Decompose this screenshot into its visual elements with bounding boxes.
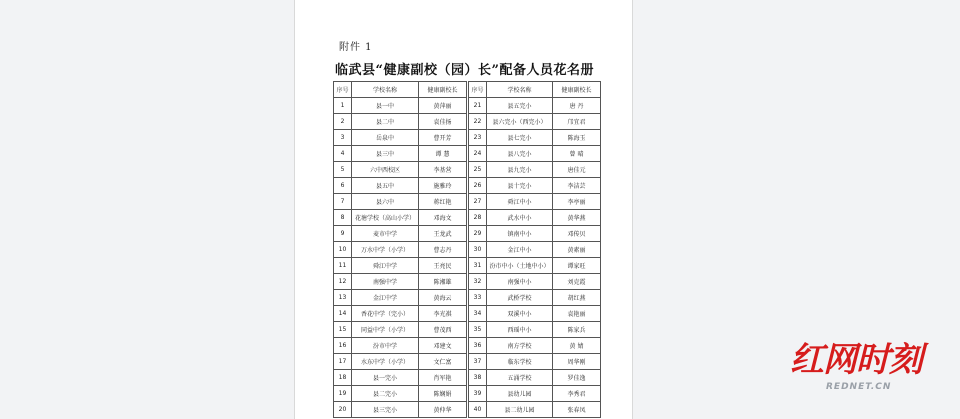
cell-school: 县一中: [352, 98, 419, 114]
cell-school: 六中西校区: [352, 162, 419, 178]
table-row: [469, 402, 601, 418]
header-no: 序号: [334, 82, 352, 98]
table-row: [469, 258, 601, 274]
table-row: [334, 370, 467, 386]
cell-no: 4: [334, 146, 352, 162]
table-row: [334, 242, 467, 258]
cell-school: 县五完小: [487, 98, 553, 114]
cell-name: 王亮民: [419, 258, 467, 274]
rednet-watermark: [790, 340, 940, 410]
cell-no: 15: [334, 322, 352, 338]
cell-school: 香花中学（完小）: [352, 306, 419, 322]
cell-no: 26: [469, 178, 487, 194]
cell-name: 曹开芳: [419, 130, 467, 146]
table-row: [334, 258, 467, 274]
cell-no: 16: [334, 338, 352, 354]
cell-no: 17: [334, 354, 352, 370]
cell-name: 黄萍丽: [419, 98, 467, 114]
cell-no: 29: [469, 226, 487, 242]
cell-no: 25: [469, 162, 487, 178]
cell-no: 35: [469, 322, 487, 338]
cell-school: 武桥学校: [487, 290, 553, 306]
attachment-label: 附件 1: [339, 42, 373, 53]
table-row: [334, 306, 467, 322]
cell-name: 邓海文: [419, 210, 467, 226]
cell-no: 32: [469, 274, 487, 290]
table-row: [334, 386, 467, 402]
table-row: [334, 402, 467, 418]
cell-school: 临东学校: [487, 354, 553, 370]
cell-school: 花塘学校（高山小学）: [352, 210, 419, 226]
table-row: [469, 322, 601, 338]
header-name: 健康副校长: [553, 82, 601, 98]
cell-name: 李秀君: [553, 386, 601, 402]
cell-school: 县九完小: [487, 162, 553, 178]
cell-name: 陈娴娟: [419, 386, 467, 402]
cell-no: 40: [469, 402, 487, 418]
table-row: [469, 178, 601, 194]
cell-no: 9: [334, 226, 352, 242]
cell-school: 金江中学: [352, 290, 419, 306]
cell-name: 李洁芸: [553, 178, 601, 194]
cell-name: 陈家兵: [553, 322, 601, 338]
cell-name: 曹茂西: [419, 322, 467, 338]
table-row: [469, 194, 601, 210]
cell-name: 胡红燕: [553, 290, 601, 306]
cell-no: 34: [469, 306, 487, 322]
cell-no: 2: [334, 114, 352, 130]
table-row: [334, 130, 467, 146]
cell-no: 18: [334, 370, 352, 386]
cell-school: 县六中: [352, 194, 419, 210]
cell-school: 汾市中学: [352, 338, 419, 354]
cell-name: 李亭丽: [553, 194, 601, 210]
cell-no: 21: [469, 98, 487, 114]
table-row: [334, 290, 467, 306]
cell-no: 20: [334, 402, 352, 418]
watermark-logo: 红网时刻: [790, 340, 922, 380]
cell-name: 黄 婧: [553, 338, 601, 354]
table-row: [334, 338, 467, 354]
cell-no: 27: [469, 194, 487, 210]
cell-name: 黄华燕: [553, 210, 601, 226]
cell-no: 39: [469, 386, 487, 402]
table-row: [469, 290, 601, 306]
table-header-row: [469, 82, 601, 98]
cell-no: 1: [334, 98, 352, 114]
cell-name: 蒋红艳: [419, 194, 467, 210]
cell-name: 唐 丹: [553, 98, 601, 114]
header-school: 学校名称: [487, 82, 553, 98]
cell-no: 10: [334, 242, 352, 258]
cell-school: 南方学校: [487, 338, 553, 354]
cell-name: 陈湘雄: [419, 274, 467, 290]
cell-school: 五涌学校: [487, 370, 553, 386]
cell-no: 8: [334, 210, 352, 226]
cell-no: 31: [469, 258, 487, 274]
table-row: [469, 354, 601, 370]
cell-school: 西瑶中小: [487, 322, 553, 338]
table-row: [469, 210, 601, 226]
table-row: [334, 146, 467, 162]
cell-no: 23: [469, 130, 487, 146]
cell-no: 24: [469, 146, 487, 162]
cell-name: 黄仲华: [419, 402, 467, 418]
cell-name: 黄素丽: [553, 242, 601, 258]
cell-name: 曾 晴: [553, 146, 601, 162]
cell-name: 袁艳丽: [553, 306, 601, 322]
cell-school: 县六完小（西完小）: [487, 114, 553, 130]
cell-no: 7: [334, 194, 352, 210]
cell-name: 谭 慧: [419, 146, 467, 162]
cell-name: 陈海玉: [553, 130, 601, 146]
cell-no: 11: [334, 258, 352, 274]
cell-school: 汾市中小（土地中小）: [487, 258, 553, 274]
cell-name: 李光祺: [419, 306, 467, 322]
roster-table-right: [468, 81, 601, 418]
cell-name: 罗佳逸: [553, 370, 601, 386]
cell-no: 37: [469, 354, 487, 370]
cell-school: 县二幼儿园: [487, 402, 553, 418]
cell-no: 13: [334, 290, 352, 306]
cell-school: 县二完小: [352, 386, 419, 402]
cell-name: 袁佳扬: [419, 114, 467, 130]
table-row: [469, 274, 601, 290]
cell-name: 唐佳元: [553, 162, 601, 178]
cell-no: 36: [469, 338, 487, 354]
cell-no: 30: [469, 242, 487, 258]
cell-name: 李基营: [419, 162, 467, 178]
table-row: [334, 274, 467, 290]
header-no: 序号: [469, 82, 487, 98]
cell-school: 南强中学: [352, 274, 419, 290]
cell-no: 3: [334, 130, 352, 146]
cell-no: 19: [334, 386, 352, 402]
table-row: [469, 386, 601, 402]
cell-school: 南强中小: [487, 274, 553, 290]
cell-school: 县幼儿园: [487, 386, 553, 402]
header-name: 健康副校长: [419, 82, 467, 98]
table-row: [334, 162, 467, 178]
cell-school: 武水中小: [487, 210, 553, 226]
cell-name: 张春凤: [553, 402, 601, 418]
cell-school: 万水中学（小学）: [352, 242, 419, 258]
cell-no: 5: [334, 162, 352, 178]
cell-school: 麦市中学: [352, 226, 419, 242]
cell-school: 县二中: [352, 114, 419, 130]
cell-no: 28: [469, 210, 487, 226]
cell-name: 谭家旺: [553, 258, 601, 274]
table-header-row: [334, 82, 467, 98]
table-row: [334, 322, 467, 338]
table-row: [469, 338, 601, 354]
cell-no: 22: [469, 114, 487, 130]
cell-school: 水东中学（小学）: [352, 354, 419, 370]
table-row: [334, 226, 467, 242]
cell-no: 12: [334, 274, 352, 290]
cell-school: 县五中: [352, 178, 419, 194]
document-title: 临武县“健康副校（园）长”配备人员花名册: [335, 63, 594, 78]
cell-school: 县七完小: [487, 130, 553, 146]
cell-school: 舜江中学: [352, 258, 419, 274]
cell-name: 邝宜君: [553, 114, 601, 130]
table-row: [469, 114, 601, 130]
table-row: [469, 306, 601, 322]
table-row: [469, 226, 601, 242]
roster-table-left: [333, 81, 467, 418]
cell-school: 岳泉中: [352, 130, 419, 146]
cell-school: 县一完小: [352, 370, 419, 386]
cell-school: 县三完小: [352, 402, 419, 418]
header-school: 学校名称: [352, 82, 419, 98]
cell-name: 肖军艳: [419, 370, 467, 386]
cell-school: 县十完小: [487, 178, 553, 194]
cell-name: 邓传贝: [553, 226, 601, 242]
cell-school: 县三中: [352, 146, 419, 162]
table-row: [334, 114, 467, 130]
cell-school: 同益中学（小学）: [352, 322, 419, 338]
table-row: [334, 98, 467, 114]
cell-no: 14: [334, 306, 352, 322]
cell-school: 镇南中小: [487, 226, 553, 242]
cell-school: 县八完小: [487, 146, 553, 162]
cell-name: 黄海云: [419, 290, 467, 306]
cell-school: 舜江中小: [487, 194, 553, 210]
cell-school: 金江中小: [487, 242, 553, 258]
cell-no: 33: [469, 290, 487, 306]
table-row: [334, 354, 467, 370]
table-row: [334, 194, 467, 210]
table-row: [334, 178, 467, 194]
table-row: [469, 162, 601, 178]
watermark-url: REDNET.CN: [826, 382, 892, 392]
cell-name: 曹志丹: [419, 242, 467, 258]
cell-no: 38: [469, 370, 487, 386]
cell-name: 施雅玲: [419, 178, 467, 194]
table-row: [469, 370, 601, 386]
table-row: [469, 130, 601, 146]
table-row: [334, 210, 467, 226]
cell-name: 刘克霞: [553, 274, 601, 290]
cell-name: 王龙武: [419, 226, 467, 242]
table-row: [469, 242, 601, 258]
table-row: [469, 98, 601, 114]
cell-name: 周华刚: [553, 354, 601, 370]
table-row: [469, 146, 601, 162]
document-page: [294, 0, 633, 419]
cell-school: 双溪中小: [487, 306, 553, 322]
cell-name: 邓建文: [419, 338, 467, 354]
cell-name: 文仁富: [419, 354, 467, 370]
cell-no: 6: [334, 178, 352, 194]
